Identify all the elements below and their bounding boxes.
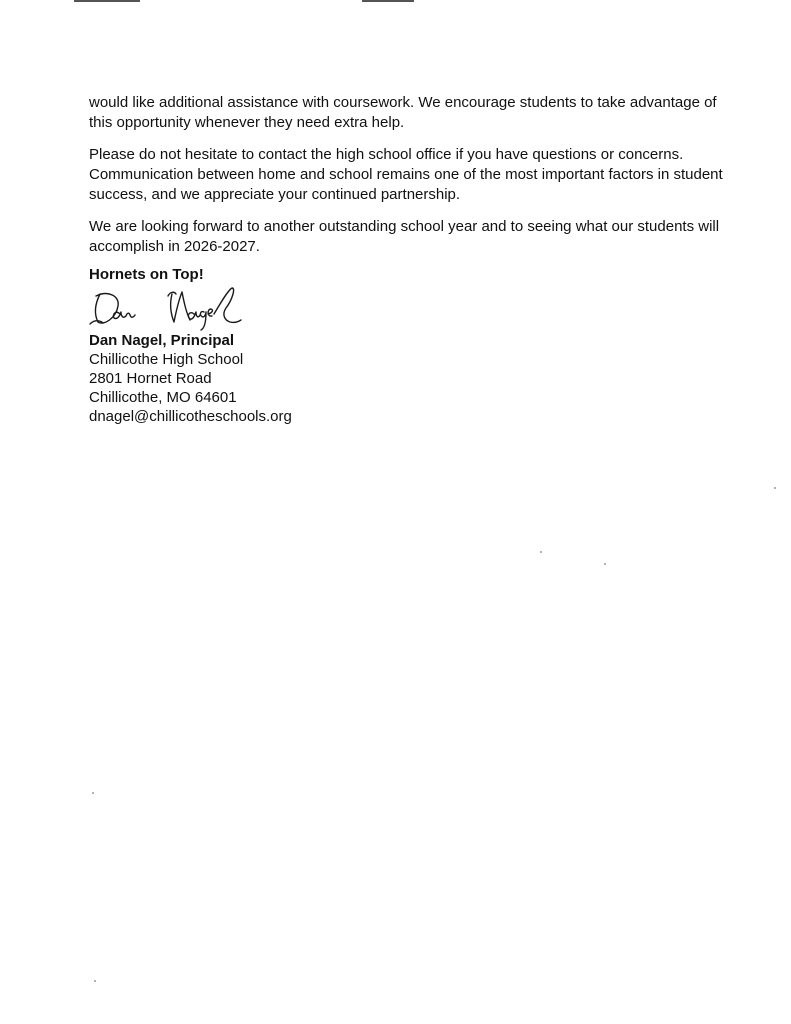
paragraph-looking-forward: We are looking forward to another outstanding school year and to seeing what our students will accomplish in 2026-2027. <box>89 218 720 255</box>
top-rule-right <box>362 0 414 2</box>
scan-speck <box>604 563 606 565</box>
signer-school: Chillicothe High School <box>89 351 244 368</box>
handwritten-signature <box>86 282 256 334</box>
paragraph-assistance: would like additional assistance with coursework. We encourage students to take advantage of this opportunity whenever they need extra help. <box>89 94 717 131</box>
scan-speck <box>94 980 96 982</box>
letter-body <box>89 93 729 269</box>
scan-speck <box>92 792 94 794</box>
signer-city-state-zip: Chillicothe, MO 64601 <box>89 389 237 406</box>
top-rule-left <box>74 0 140 2</box>
signer-email: dnagel@chillicotheschools.org <box>89 408 292 425</box>
signer-block <box>89 331 292 426</box>
closing-line: Hornets on Top! <box>89 266 204 283</box>
paragraph-contact: Please do not hesitate to contact the high school office if you have questions or concerns. Communication between home and school remains one of the most important factors in student success, and we appreciate your continued partnership. <box>89 146 723 203</box>
signer-street: 2801 Hornet Road <box>89 370 212 387</box>
scan-speck <box>540 551 542 553</box>
scan-speck <box>774 487 776 489</box>
signer-name-title: Dan Nagel, Principal <box>89 332 235 349</box>
